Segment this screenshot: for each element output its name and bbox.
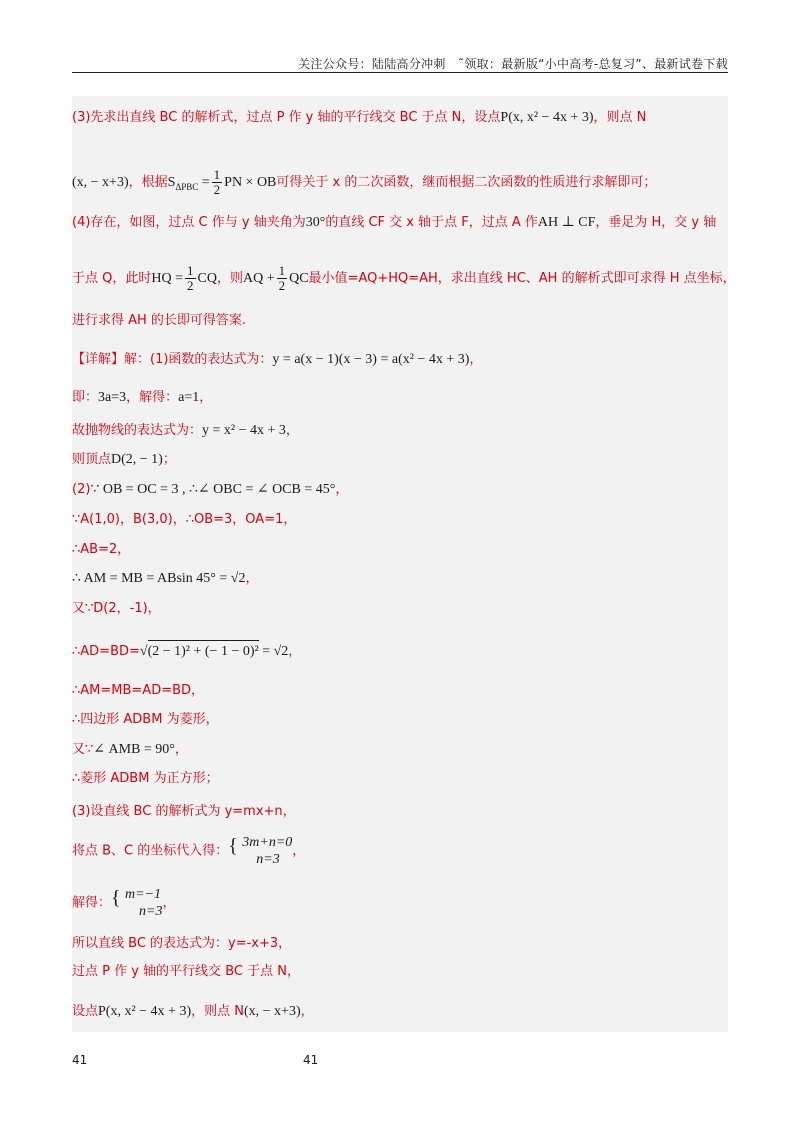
text: 则顶点	[72, 452, 112, 467]
text: ，则	[216, 271, 243, 286]
text: ，	[285, 423, 299, 438]
text: ；	[162, 452, 176, 467]
equation-system	[228, 834, 292, 868]
line-analysis-4	[72, 213, 716, 233]
text: ，根据	[128, 175, 168, 190]
text: 将点 B、C 的坐标代入得：	[72, 843, 229, 859]
math	[168, 175, 210, 190]
fraction	[185, 264, 196, 293]
line-detail-5	[72, 480, 348, 500]
line-detail-1	[72, 350, 482, 370]
page-number-center: 41	[303, 1053, 319, 1067]
math: 3a=3	[98, 390, 127, 405]
subscript: ΔPBC	[175, 181, 199, 192]
text: ，	[469, 352, 483, 367]
denominator: 2	[278, 278, 286, 293]
line-detail-14: ∴菱形 ADBM 为正方形；	[72, 771, 219, 786]
page-number-left: 41	[72, 1053, 88, 1067]
math: AH ⊥ CF	[537, 215, 596, 230]
math: CQ	[197, 271, 217, 286]
line-detail-18: 所以直线 BC 的表达式为：y=-x+3，	[72, 936, 292, 951]
line-detail-12: ∴四边形 ADBM 为菱形，	[72, 712, 219, 727]
equation-row: n=3	[256, 852, 280, 867]
line-detail-17	[72, 886, 175, 920]
math: P(x, x² − 4x + 3)	[98, 1004, 192, 1019]
text: 又∵	[72, 742, 94, 757]
numerator: 1	[187, 263, 194, 278]
math: ∵ OB = OC = 3 , ∴∠ OBC = ∠ OCB = 45°	[90, 482, 336, 497]
line-detail-4	[72, 450, 176, 470]
line-detail-16	[72, 834, 305, 868]
text: ，	[162, 895, 176, 911]
equation-system	[111, 886, 162, 920]
line-detail-15: (3)设直线 BC 的解析式为 y=mx+n，	[72, 804, 296, 819]
numerator: 1	[213, 167, 221, 182]
numerator: 1	[278, 263, 286, 278]
math: (x, − x+3)	[72, 175, 129, 190]
text: (2)	[72, 482, 91, 497]
line-detail-7: ∴AB=2，	[72, 542, 131, 557]
math: (x, − x+3)	[243, 1004, 301, 1019]
line-analysis-4c: 进行求得 AH 的长即可得答案.	[72, 313, 247, 328]
math: S	[167, 175, 176, 190]
math: a=1	[178, 390, 200, 405]
line-detail-9: 又∵D(2，-1)，	[72, 601, 161, 616]
text: ，	[335, 482, 349, 497]
text: ，则点 N	[593, 110, 647, 125]
text: (4)存在，如图，过点 C 作与 y 轴夹角为	[72, 215, 306, 230]
math: QC	[289, 271, 309, 286]
text: 解得：	[72, 895, 112, 911]
line-analysis-3b	[72, 168, 656, 197]
header-divider	[72, 72, 728, 73]
text: ，	[292, 843, 306, 859]
brace: {	[111, 887, 121, 909]
text: 即：	[72, 390, 99, 405]
denominator: 2	[187, 278, 194, 293]
math: 30°	[305, 215, 326, 230]
math: AQ +	[242, 271, 275, 286]
text: ，解得：	[126, 390, 179, 405]
solution-content	[72, 96, 736, 1032]
math: P(x, x² − 4x + 3)	[500, 110, 594, 125]
denominator: 2	[213, 182, 221, 197]
text: ，	[245, 571, 259, 586]
line-detail-8	[72, 569, 258, 589]
line-analysis-4b	[72, 264, 736, 293]
line-detail-20	[72, 1002, 314, 1022]
line-detail-6: ∵A(1,0)，B(3,0)，∴OB=3，OA=1，	[72, 512, 297, 527]
math: (2 − 1)² + (− 1 − 0)²	[148, 640, 259, 662]
text: 最小值=AQ+HQ=AH，求出直线 HC、AH 的解析式即可求得 H 点坐标，	[308, 271, 736, 286]
sqrt-sign: √	[139, 644, 148, 659]
text: ，	[199, 390, 213, 405]
equation-row: m=−1	[125, 887, 162, 902]
brace: {	[228, 835, 238, 857]
line-detail-13	[72, 740, 188, 760]
math: ∴ AM = MB = ABsin 45° = √2	[72, 571, 246, 586]
math: = √2	[258, 644, 289, 659]
text: ，	[300, 1004, 314, 1019]
math: =	[198, 175, 210, 190]
text: (3)先求出直线 BC 的解析式，过点 P 作 y 轴的平行线交 BC 于点 N，设点	[72, 110, 501, 125]
fraction	[212, 168, 223, 197]
text: 设点	[72, 1004, 99, 1019]
equation-row: 3m+n=0	[242, 835, 293, 850]
math: y = x² − 4x + 3	[202, 423, 286, 438]
math: D(2, − 1)	[111, 452, 163, 467]
text: 【详解】解：(1)函数的表达式为：	[72, 352, 273, 367]
text: ，	[288, 644, 302, 659]
text: ∴AD=BD=	[72, 644, 140, 659]
text: 可得关于 x 的二次函数，继而根据二次函数的性质进行求解即可；	[276, 175, 657, 190]
text: ，	[174, 742, 188, 757]
math: HQ =	[151, 271, 183, 286]
text: ，垂足为 H，交 y 轴	[595, 215, 717, 230]
line-analysis-3	[72, 108, 646, 128]
fraction	[277, 264, 288, 293]
math: PN × OB	[224, 175, 277, 190]
page-header: 关注公众号：陆陆高分冲刺 ˜领取：最新版“小中高考-总复习”、最新试卷下载	[298, 57, 728, 71]
text: 于点 Q，此时	[72, 271, 152, 286]
text: 的直线 CF 交 x 轴于点 F，过点 A 作	[325, 215, 538, 230]
equation-row: n=3	[139, 904, 163, 919]
text: ，则点 N	[191, 1004, 244, 1019]
line-detail-10	[72, 640, 301, 662]
math: y = a(x − 1)(x − 3) = a(x² − 4x + 3)	[272, 352, 470, 367]
text: 故抛物线的表达式为：	[72, 423, 203, 438]
math: ∠ AMB = 90°	[93, 742, 175, 757]
line-detail-19: 过点 P 作 y 轴的平行线交 BC 于点 N，	[72, 964, 300, 979]
line-detail-11: ∴AM=MB=AD=BD，	[72, 683, 205, 698]
line-detail-2	[72, 388, 212, 408]
line-detail-3	[72, 421, 299, 441]
